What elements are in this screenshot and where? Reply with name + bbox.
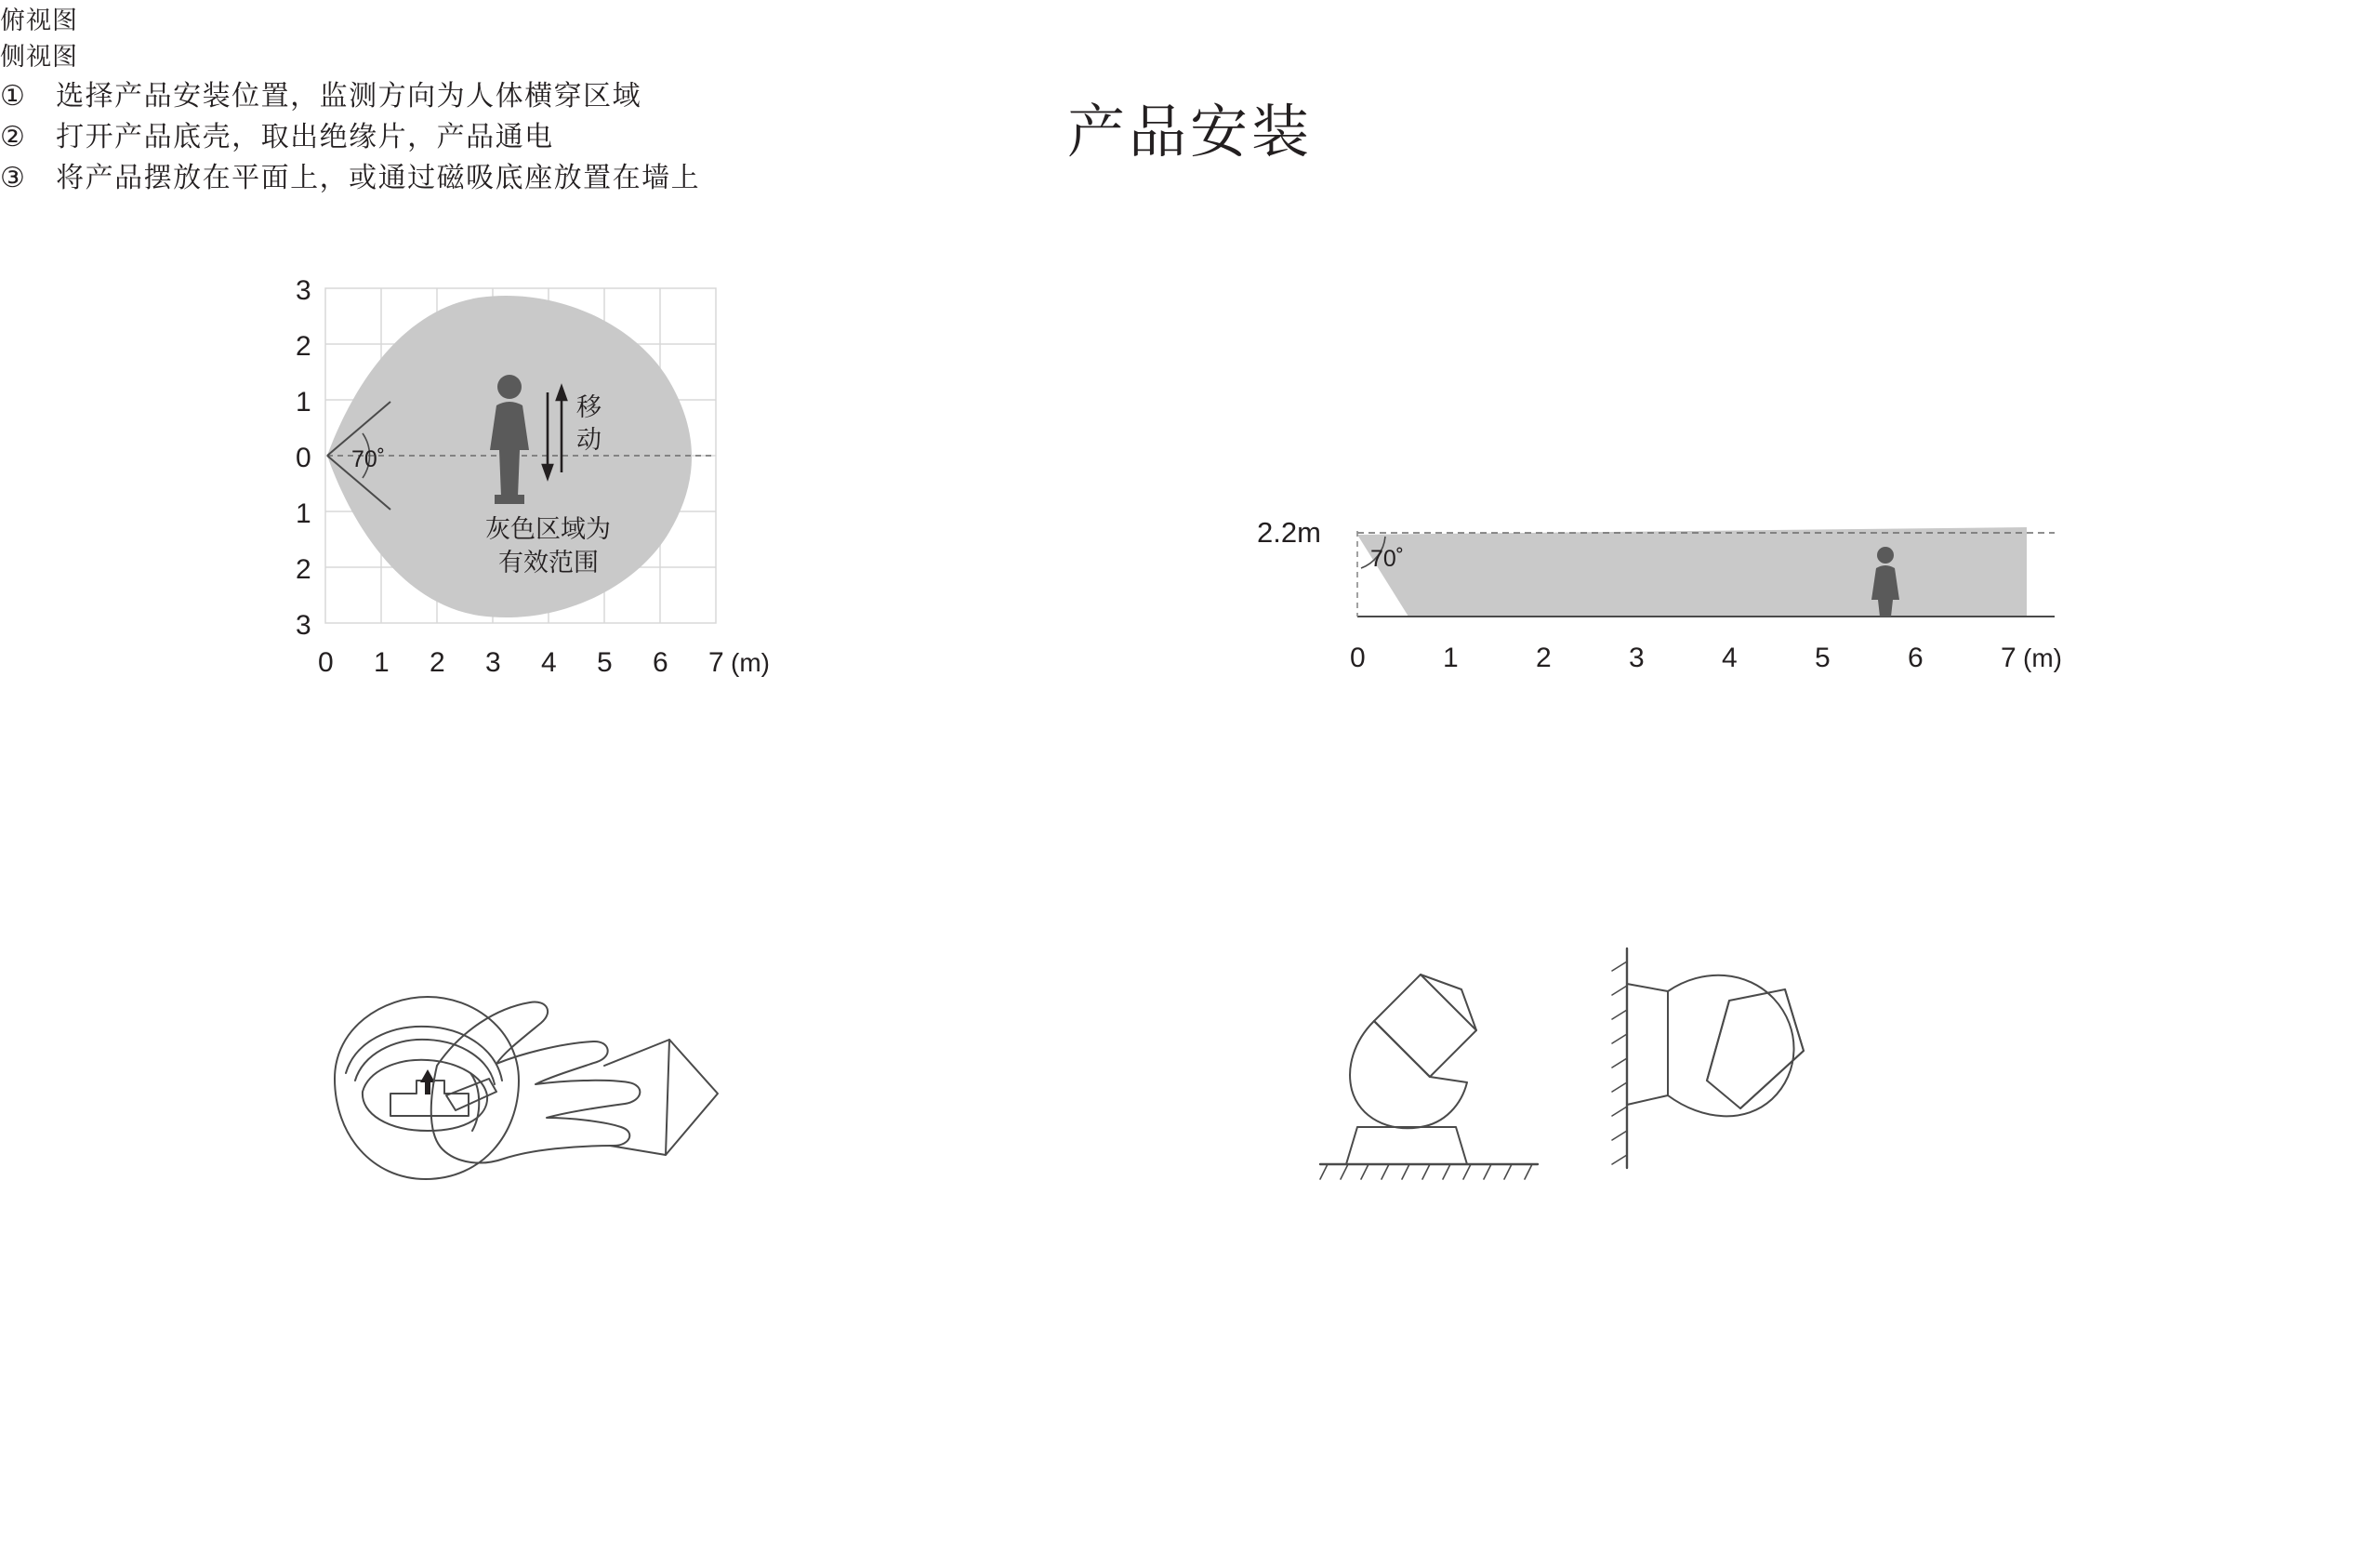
step-3-text: 将产品摆放在平面上，或通过磁吸底座放置在墙上	[56, 163, 701, 193]
top-x-unit: (m)	[731, 648, 770, 677]
side-x-tick-7: 7	[2001, 643, 2016, 673]
step-1-number: ①	[0, 81, 27, 112]
device-base-ring	[346, 1027, 502, 1081]
step-2-number: ②	[0, 122, 27, 153]
step-2-text: 打开产品底壳，取出绝缘片，产品通电	[56, 122, 554, 153]
side-x-tick-5: 5	[1815, 643, 1831, 673]
top-x-tick-2: 2	[430, 647, 445, 678]
desk-sensor-body	[1350, 1021, 1467, 1128]
mount-height-label: 2.2m	[1257, 516, 1321, 549]
step-2-illustration	[298, 976, 781, 1274]
top-view-diagram	[279, 270, 855, 678]
top-x-tick-0: 0	[318, 647, 334, 678]
top-x-tick-4: 4	[541, 647, 557, 678]
step-3-illustration	[1320, 948, 1915, 1283]
top-view-svg	[279, 270, 855, 678]
side-view-diagram	[1257, 507, 2082, 693]
desk-surface-hatch	[1320, 1164, 1532, 1179]
side-view-caption: 侧视图	[0, 43, 78, 71]
step-3-number: ③	[0, 163, 27, 193]
zone-note-line-1: 灰色区域为	[485, 515, 611, 543]
side-x-tick-3: 3	[1629, 643, 1645, 673]
side-x-tick-0: 0	[1350, 643, 1366, 673]
zone-note-line-2: 有效范围	[498, 549, 599, 577]
side-x-tick-6: 6	[1908, 643, 1924, 673]
hand-illustration-svg	[298, 976, 781, 1274]
top-y-tick-1-lower: 1	[296, 498, 311, 529]
page-title: 产品安装	[1066, 100, 1313, 165]
step-1-text: 选择产品安装位置，监测方向为人体横穿区域	[56, 81, 642, 112]
detection-zone-side	[1357, 527, 2027, 617]
side-x-tick-2: 2	[1536, 643, 1552, 673]
side-view-angle-label: 70˚	[1370, 546, 1405, 572]
top-y-tick-0: 0	[296, 443, 311, 473]
top-y-tick-3-lower: 3	[296, 610, 311, 641]
top-y-tick-2-upper: 2	[296, 331, 311, 362]
wall-hatch	[1612, 962, 1627, 1164]
sleeve-outline	[604, 1040, 718, 1155]
top-y-tick-2-lower: 2	[296, 554, 311, 585]
top-y-tick-3-upper: 3	[296, 275, 311, 306]
top-y-tick-1-upper: 1	[296, 387, 311, 418]
wall-sensor-head-edge-2	[1707, 1001, 1729, 1081]
top-view-angle-label: 70˚	[351, 446, 386, 472]
top-view-caption: 俯视图	[0, 7, 78, 34]
mount-illustration-svg	[1320, 948, 1915, 1283]
side-view-svg	[1257, 507, 2082, 693]
wall-magnet-base	[1627, 984, 1668, 1105]
top-x-tick-6: 6	[653, 647, 668, 678]
top-x-tick-5: 5	[597, 647, 613, 678]
move-label-char-1: 移	[576, 393, 602, 421]
wall-sensor-dome	[1668, 975, 1794, 1117]
side-x-unit: (m)	[2023, 643, 2062, 672]
side-x-tick-1: 1	[1443, 643, 1459, 673]
top-x-tick-3: 3	[485, 647, 501, 678]
move-label-char-2: 动	[576, 426, 602, 454]
side-x-tick-4: 4	[1722, 643, 1738, 673]
hand-outline	[431, 1002, 641, 1163]
desk-base	[1346, 1127, 1467, 1164]
desk-sensor-body-edge	[1374, 1021, 1430, 1077]
top-x-tick-7: 7	[708, 647, 724, 678]
top-x-tick-1: 1	[374, 647, 390, 678]
wall-sensor-head	[1707, 989, 1804, 1108]
sleeve-cuff-line	[666, 1040, 669, 1155]
